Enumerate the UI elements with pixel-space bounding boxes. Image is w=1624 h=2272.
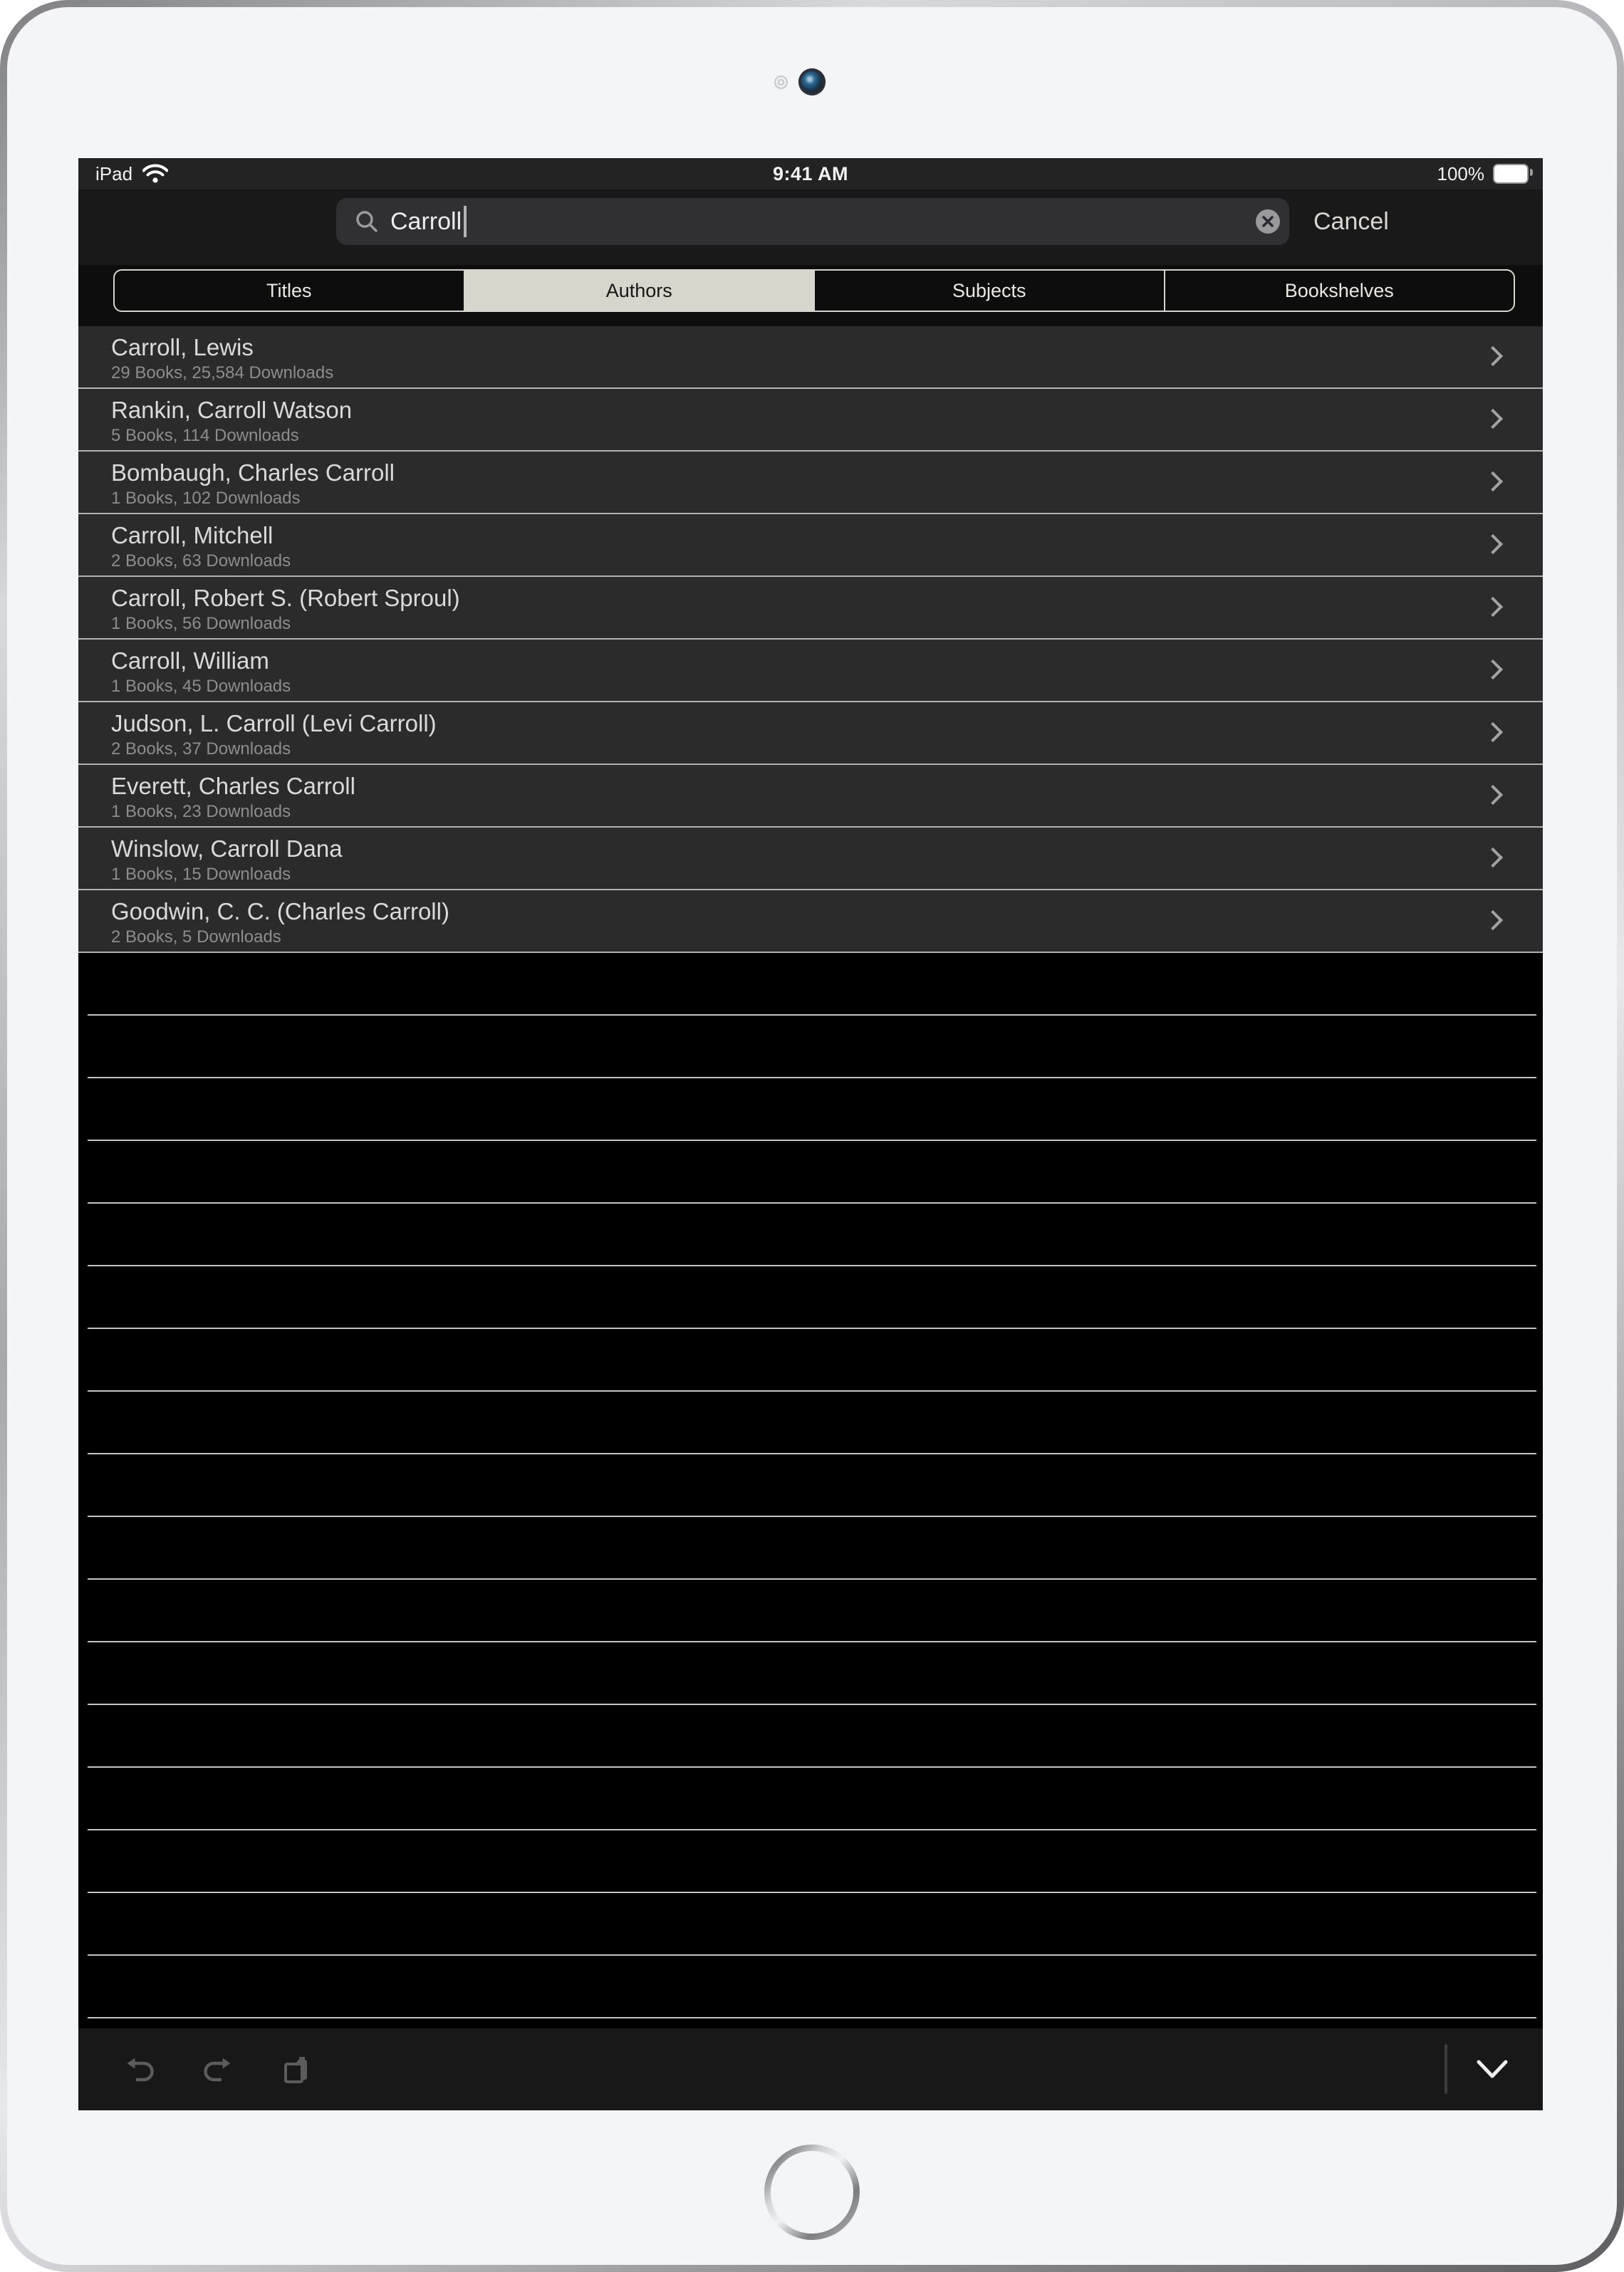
ambient-sensor-icon bbox=[774, 75, 788, 89]
author-stats: 1 Books, 56 Downloads bbox=[111, 614, 291, 634]
author-name: Carroll, William bbox=[111, 647, 269, 674]
search-bar bbox=[78, 189, 1543, 265]
empty-list-row bbox=[78, 1642, 1543, 1705]
author-list-item[interactable] bbox=[78, 577, 1543, 640]
search-icon bbox=[355, 209, 379, 234]
home-button[interactable] bbox=[764, 2145, 860, 2240]
carrier-label: iPad bbox=[95, 162, 133, 184]
text-caret bbox=[464, 206, 467, 237]
author-stats: 2 Books, 63 Downloads bbox=[111, 551, 291, 571]
empty-list-row bbox=[78, 1266, 1543, 1329]
undo-icon bbox=[123, 2053, 156, 2086]
cancel-button[interactable]: Cancel bbox=[1309, 189, 1393, 254]
empty-list-row bbox=[78, 1705, 1543, 1768]
empty-list-row bbox=[78, 1580, 1543, 1642]
author-list-item[interactable] bbox=[78, 389, 1543, 452]
paste-button[interactable] bbox=[280, 2053, 313, 2086]
empty-rows-area bbox=[78, 953, 1543, 2018]
scope-tab[interactable]: Subjects bbox=[813, 271, 1164, 311]
author-stats: 29 Books, 25,584 Downloads bbox=[111, 363, 334, 383]
clear-search-button[interactable] bbox=[1255, 209, 1281, 234]
author-stats: 1 Books, 15 Downloads bbox=[111, 865, 291, 885]
author-name: Carroll, Lewis bbox=[111, 334, 254, 360]
screen bbox=[78, 158, 1543, 2110]
toolbar-divider bbox=[1445, 2044, 1447, 2094]
author-name: Judson, L. Carroll (Levi Carroll) bbox=[111, 710, 437, 736]
scope-tab[interactable]: Bookshelves bbox=[1164, 271, 1514, 311]
clock-label: 9:41 AM bbox=[772, 162, 849, 184]
battery-icon bbox=[1493, 164, 1529, 184]
empty-list-row bbox=[78, 1392, 1543, 1454]
empty-list-row bbox=[78, 1768, 1543, 1830]
paste-icon bbox=[280, 2053, 313, 2086]
author-list-item[interactable] bbox=[78, 765, 1543, 828]
empty-list-row bbox=[78, 1454, 1543, 1517]
dismiss-keyboard-icon bbox=[1473, 2057, 1511, 2083]
author-stats: 2 Books, 5 Downloads bbox=[111, 927, 281, 947]
redo-button[interactable] bbox=[202, 2053, 234, 2086]
author-list-item[interactable] bbox=[78, 326, 1543, 389]
author-name: Everett, Charles Carroll bbox=[111, 773, 355, 799]
author-stats: 2 Books, 37 Downloads bbox=[111, 739, 291, 759]
status-bar bbox=[78, 158, 1543, 189]
author-list-item[interactable] bbox=[78, 890, 1543, 953]
wifi-icon bbox=[142, 164, 168, 184]
author-name: Carroll, Mitchell bbox=[111, 522, 274, 548]
empty-list-row bbox=[78, 1517, 1543, 1580]
status-bar-right bbox=[1437, 163, 1544, 185]
author-name: Rankin, Carroll Watson bbox=[111, 397, 353, 423]
empty-list-row bbox=[78, 1830, 1543, 1893]
home-button-inner bbox=[771, 2151, 853, 2234]
author-list-item[interactable] bbox=[78, 828, 1543, 890]
scope-tab[interactable]: Titles bbox=[266, 279, 312, 301]
empty-list-row bbox=[78, 1956, 1543, 2018]
list-spacer bbox=[78, 2018, 1543, 2028]
author-list-item[interactable] bbox=[78, 702, 1543, 765]
empty-list-row bbox=[78, 1016, 1543, 1078]
author-name: Bombaugh, Charles Carroll bbox=[111, 459, 395, 486]
scope-tab[interactable]: Authors bbox=[464, 271, 814, 311]
empty-list-row bbox=[78, 1893, 1543, 1956]
author-list-item[interactable] bbox=[78, 452, 1543, 514]
author-stats: 1 Books, 45 Downloads bbox=[111, 677, 291, 697]
clear-icon bbox=[1255, 209, 1281, 234]
author-stats: 1 Books, 102 Downloads bbox=[111, 489, 301, 509]
author-name: Winslow, Carroll Dana bbox=[111, 835, 343, 862]
redo-icon bbox=[202, 2053, 234, 2086]
keyboard-shortcut-bar bbox=[78, 2028, 1543, 2110]
author-list-item[interactable] bbox=[78, 514, 1543, 577]
status-bar-left bbox=[78, 163, 168, 185]
dismiss-keyboard-button[interactable] bbox=[1473, 2057, 1511, 2083]
scope-bar bbox=[78, 265, 1543, 326]
author-list-item[interactable] bbox=[78, 640, 1543, 702]
author-stats: 5 Books, 114 Downloads bbox=[111, 426, 299, 446]
battery-percent-label: 100% bbox=[1437, 162, 1484, 184]
author-name: Goodwin, C. C. (Charles Carroll) bbox=[111, 898, 449, 924]
empty-list-row bbox=[78, 1329, 1543, 1392]
empty-list-row bbox=[78, 953, 1543, 1016]
empty-list-row bbox=[78, 1078, 1543, 1141]
scope-segmented-control bbox=[113, 269, 1515, 312]
search-input[interactable] bbox=[336, 198, 1289, 245]
undo-button[interactable] bbox=[123, 2053, 156, 2086]
author-stats: 1 Books, 23 Downloads bbox=[111, 802, 291, 822]
front-camera-icon bbox=[798, 68, 826, 95]
empty-list-row bbox=[78, 1204, 1543, 1266]
author-name: Carroll, Robert S. (Robert Sproul) bbox=[111, 585, 460, 611]
empty-list-row bbox=[78, 1141, 1543, 1204]
search-query-text: Carroll bbox=[390, 207, 462, 235]
author-results-list bbox=[78, 326, 1543, 2028]
